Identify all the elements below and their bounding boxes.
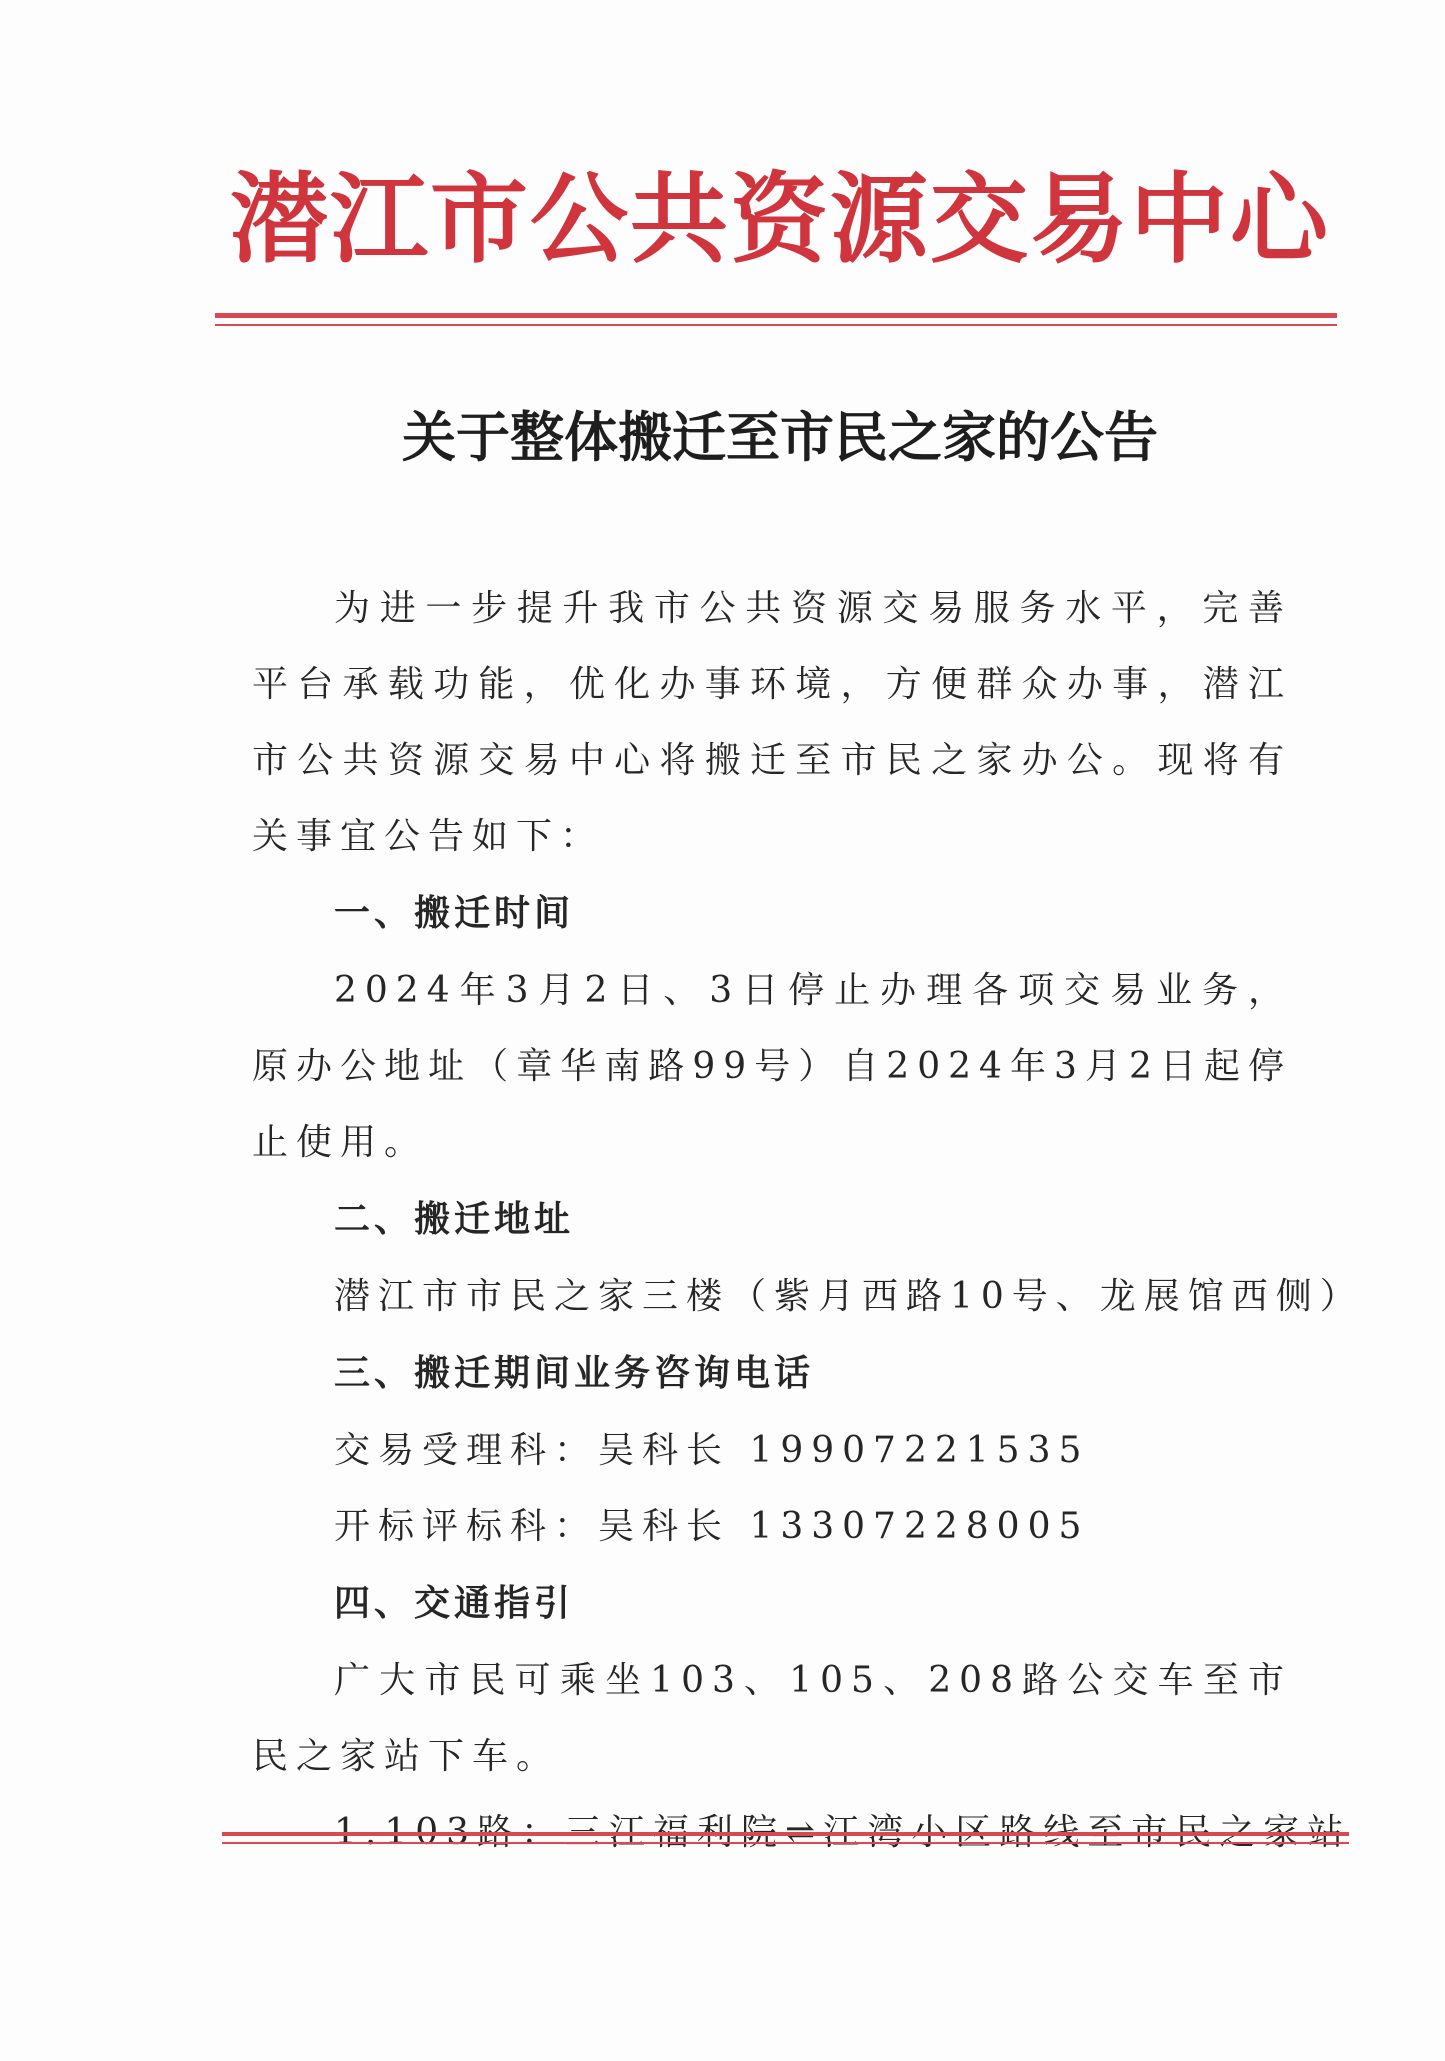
letterhead-rule-thick <box>215 313 1337 318</box>
section-text-transport: 广大市民可乘坐103、105、208路公交车至市民之家站下车。 <box>252 1660 1292 1777</box>
footer-rule-thick <box>222 1832 1349 1836</box>
section-heading-time: 一、搬迁时间 <box>334 893 575 934</box>
section-heading-transport: 四、交通指引 <box>334 1583 575 1624</box>
section-text-address: 潜江市市民之家三楼（紫月西路10号、龙展馆西侧） <box>334 1276 1364 1317</box>
notice-body <box>252 571 1364 1871</box>
section-heading-address: 二、搬迁地址 <box>334 1199 575 1240</box>
section-text-time: 2024年3月2日、3日停止办理各项交易业务，原办公地址（章华南路99号）自2024年3月2日起停止使用。 <box>252 970 1292 1163</box>
footer-rule-thin <box>222 1842 1349 1844</box>
letterhead-title: 潜江市公共资源交易中心 <box>229 163 1330 277</box>
phone-line-bidding: 开标评标科：吴科长 13307228005 <box>334 1506 1090 1547</box>
notice-title: 关于整体搬迁至市民之家的公告 <box>402 405 1158 469</box>
letterhead-rule-thin <box>215 324 1337 326</box>
intro-paragraph: 为进一步提升我市公共资源交易服务水平，完善平台承载功能，优化办事环境，方便群众办事，潜江市公共资源交易中心将搬迁至市民之家办公。现将有关事宜公告如下： <box>252 588 1292 857</box>
phone-line-acceptance: 交易受理科：吴科长 19907221535 <box>334 1430 1090 1471</box>
bus-route-103: 1.103路：三江福利院⇌江湾小区路线至市民之家站 <box>334 1812 1352 1853</box>
section-heading-phone: 三、搬迁期间业务咨询电话 <box>334 1353 815 1394</box>
